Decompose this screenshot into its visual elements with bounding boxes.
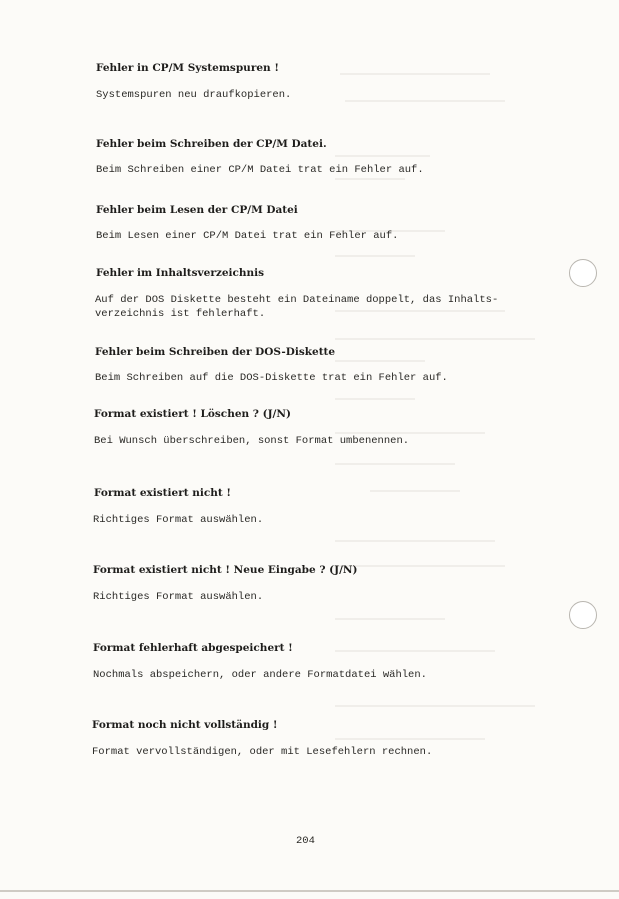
entry-description-format-incomplete: Format vervollständigen, oder mit Lesefehlern rechnen. bbox=[92, 746, 433, 758]
entry-description-format-exists-delete: Bei Wunsch überschreiben, sonst Format umbenennen. bbox=[94, 435, 410, 447]
entry-title-cpm-read-error: Fehler beim Lesen der CP/M Datei bbox=[96, 204, 298, 216]
entry-description-cpm-system-tracks: Systemspuren neu draufkopieren. bbox=[96, 89, 292, 101]
entry-description-format-missing: Richtiges Format auswählen. bbox=[93, 514, 264, 526]
entry-description-format-saved-faulty: Nochmals abspeichern, oder andere Formatdatei wählen. bbox=[93, 669, 427, 681]
punch-hole-bottom bbox=[569, 601, 597, 629]
page-number: 204 bbox=[296, 835, 315, 847]
entry-title-cpm-write-error: Fehler beim Schreiben der CP/M Datei. bbox=[96, 138, 327, 150]
entry-title-format-missing: Format existiert nicht ! bbox=[94, 487, 231, 499]
page-bottom-edge bbox=[0, 890, 619, 892]
entry-description-cpm-read-error: Beim Lesen einer CP/M Datei trat ein Fehler auf. bbox=[96, 230, 399, 242]
entry-description-format-missing-new-input: Richtiges Format auswählen. bbox=[93, 591, 264, 603]
entry-title-format-missing-new-input: Format existiert nicht ! Neue Eingabe ? (J/N) bbox=[93, 564, 358, 576]
entry-title-format-exists-delete: Format existiert ! Löschen ? (J/N) bbox=[94, 408, 291, 420]
entry-description-cpm-write-error: Beim Schreiben einer CP/M Datei trat ein Fehler auf. bbox=[96, 164, 424, 176]
entry-title-dos-write-error: Fehler beim Schreiben der DOS-Diskette bbox=[95, 346, 336, 358]
entry-description-directory-error: Auf der DOS Diskette besteht ein Dateiname doppelt, das Inhalts- verzeichnis ist fehlerhaft. bbox=[95, 294, 499, 320]
entry-description-dos-write-error: Beim Schreiben auf die DOS-Diskette trat ein Fehler auf. bbox=[95, 372, 448, 384]
entry-title-directory-error: Fehler im Inhaltsverzeichnis bbox=[96, 267, 265, 279]
entry-title-format-incomplete: Format noch nicht vollständig ! bbox=[92, 719, 278, 731]
entry-title-cpm-system-tracks: Fehler in CP/M Systemspuren ! bbox=[96, 62, 279, 74]
entry-title-format-saved-faulty: Format fehlerhaft abgespeichert ! bbox=[93, 642, 293, 654]
punch-hole-top bbox=[569, 259, 597, 287]
